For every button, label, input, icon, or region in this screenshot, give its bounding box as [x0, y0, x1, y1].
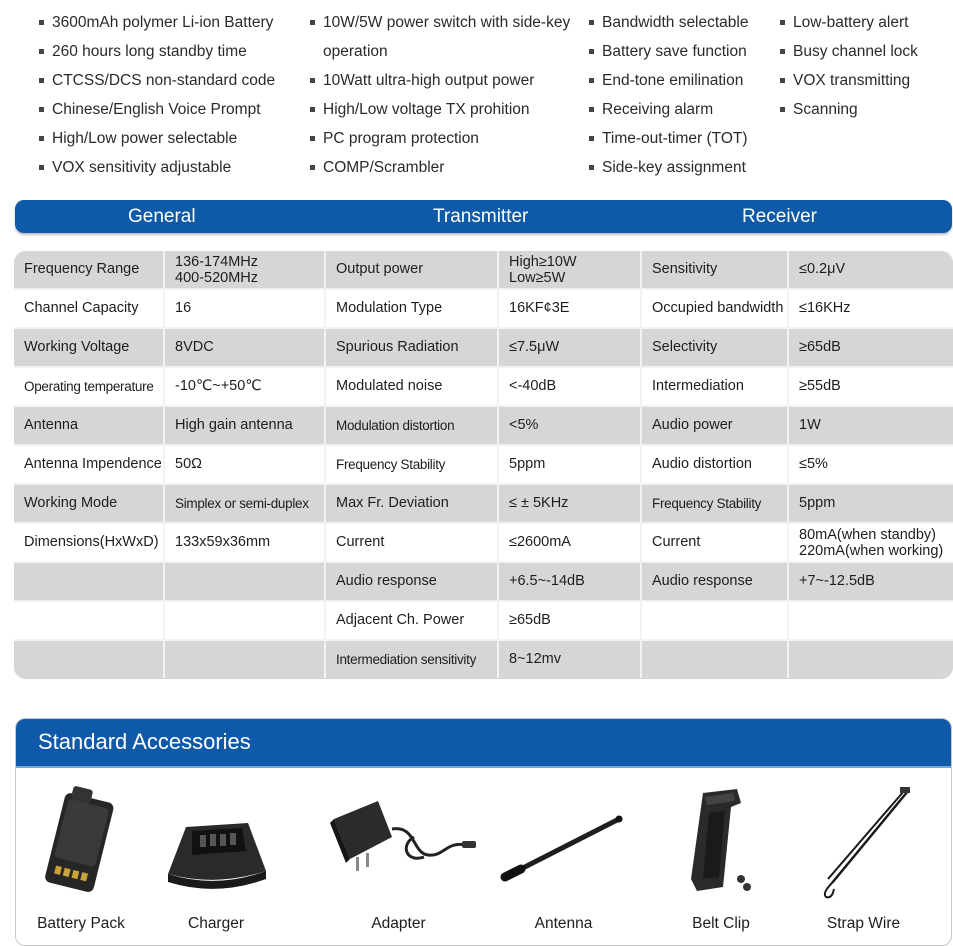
feature-lists	[0, 0, 953, 190]
receiver-param-name: Occupied bandwidth	[641, 289, 788, 328]
spec-cell-line: 136-174MHz	[175, 253, 259, 270]
charger-icon	[156, 779, 276, 909]
feature-item: Bandwidth selectable	[589, 8, 749, 37]
feature-item: 10W/5W power switch with side-key	[310, 8, 570, 37]
transmitter-param-name: Current	[325, 523, 498, 562]
accessory-label: Antenna	[534, 915, 593, 932]
receiver-param-value: ≥65dB	[788, 328, 953, 367]
transmitter-param-name: Modulation distortion	[325, 406, 498, 445]
transmitter-param-name: Spurious Radiation	[325, 328, 498, 367]
receiver-param-value	[788, 601, 953, 640]
accessory-strap-wire	[806, 779, 921, 939]
feature-item: 3600mAh polymer Li-ion Battery	[39, 8, 275, 37]
general-param-value: -10℃~+50℃	[164, 367, 325, 406]
feature-item: Scanning	[780, 95, 918, 124]
feature-item: Chinese/English Voice Prompt	[39, 95, 275, 124]
transmitter-param-value: +6.5~-14dB	[498, 562, 641, 601]
receiver-param-value: +7~-12.5dB	[788, 562, 953, 601]
general-param-name: Working Mode	[14, 484, 164, 523]
feature-item: Busy channel lock	[780, 37, 918, 66]
receiver-param-name	[641, 640, 788, 678]
receiver-param-value	[788, 640, 953, 678]
transmitter-heading: Transmitter	[433, 206, 529, 227]
general-heading: General	[128, 206, 196, 227]
transmitter-param-value: <5%	[498, 406, 641, 445]
receiver-param-value: ≤5%	[788, 445, 953, 484]
receiver-param-name	[641, 601, 788, 640]
spec-row	[14, 523, 953, 562]
general-param-name: Channel Capacity	[14, 289, 164, 328]
transmitter-param-value: ≥65dB	[498, 601, 641, 640]
general-param-value: Simplex or semi-duplex	[164, 484, 325, 523]
receiver-param-value: ≥55dB	[788, 367, 953, 406]
receiver-param-name: Audio power	[641, 406, 788, 445]
feature-item: High/Low power selectable	[39, 124, 275, 153]
battery-pack-icon	[26, 779, 136, 909]
accessory-belt-clip	[661, 779, 781, 939]
transmitter-param-name: Output power	[325, 251, 498, 289]
general-param-name: Operating temperature	[14, 367, 164, 406]
transmitter-param-name: Frequency Stability	[325, 445, 498, 484]
feature-item: Time-out-timer (TOT)	[589, 124, 749, 153]
general-param-value	[164, 640, 325, 678]
strap-wire-icon	[806, 779, 921, 909]
transmitter-param-value: 16KF¢3E	[498, 289, 641, 328]
feature-item: Battery save function	[589, 37, 749, 66]
spec-cell-line: Low≥5W	[509, 269, 566, 286]
general-param-value	[164, 251, 325, 289]
general-param-name: Frequency Range	[14, 251, 164, 289]
feature-item: Receiving alarm	[589, 95, 749, 124]
transmitter-param-value: 8~12mv	[498, 640, 641, 678]
spec-cell-line: 220mA(when working)	[799, 542, 944, 559]
spec-table	[14, 251, 953, 678]
spec-section-header	[15, 200, 952, 233]
general-param-value: High gain antenna	[164, 406, 325, 445]
spec-cell-line: 400-520MHz	[175, 269, 259, 286]
general-param-value: 16	[164, 289, 325, 328]
feature-item: PC program protection	[310, 124, 570, 153]
spec-row	[14, 601, 953, 640]
receiver-param-value: 5ppm	[788, 484, 953, 523]
spec-row	[14, 445, 953, 484]
receiver-param-value	[788, 523, 953, 562]
feature-item: Side-key assignment	[589, 153, 749, 182]
spec-table-container	[14, 251, 953, 679]
general-param-name	[14, 640, 164, 678]
accessory-adapter	[316, 779, 481, 939]
transmitter-param-value	[498, 251, 641, 289]
receiver-param-name: Sensitivity	[641, 251, 788, 289]
transmitter-param-name: Max Fr. Deviation	[325, 484, 498, 523]
spec-row	[14, 328, 953, 367]
transmitter-param-value: ≤7.5μW	[498, 328, 641, 367]
spec-row	[14, 640, 953, 678]
receiver-param-name: Current	[641, 523, 788, 562]
general-param-name	[14, 601, 164, 640]
accessories-panel	[15, 718, 952, 946]
feature-item: 10Watt ultra-high output power	[310, 66, 570, 95]
transmitter-param-value: ≤2600mA	[498, 523, 641, 562]
receiver-param-name: Audio response	[641, 562, 788, 601]
general-param-value: 50Ω	[164, 445, 325, 484]
general-param-value	[164, 562, 325, 601]
receiver-param-name: Intermediation	[641, 367, 788, 406]
accessory-label: Battery Pack	[37, 915, 125, 932]
transmitter-param-name: Audio response	[325, 562, 498, 601]
general-param-name	[14, 562, 164, 601]
spec-row	[14, 367, 953, 406]
accessory-battery-pack	[26, 779, 136, 939]
accessory-label: Charger	[188, 915, 244, 932]
feature-column-4	[780, 8, 918, 124]
transmitter-param-value: <-40dB	[498, 367, 641, 406]
feature-item: CTCSS/DCS non-standard code	[39, 66, 275, 95]
feature-item: COMP/Scrambler	[310, 153, 570, 182]
general-param-value: 133x59x36mm	[164, 523, 325, 562]
spec-row	[14, 484, 953, 523]
accessory-label: Adapter	[371, 915, 426, 932]
spec-row	[14, 406, 953, 445]
antenna-icon	[491, 779, 636, 909]
feature-column-2	[310, 8, 570, 182]
transmitter-param-name: Intermediation sensitivity	[325, 640, 498, 678]
transmitter-param-name: Modulation Type	[325, 289, 498, 328]
accessory-label: Belt Clip	[692, 915, 750, 932]
feature-column-3	[589, 8, 749, 182]
feature-item: End-tone emilination	[589, 66, 749, 95]
spec-row	[14, 251, 953, 289]
belt-clip-icon	[661, 779, 781, 909]
spec-row	[14, 562, 953, 601]
feature-column-1	[39, 8, 275, 182]
receiver-param-name: Selectivity	[641, 328, 788, 367]
receiver-param-value: ≤16KHz	[788, 289, 953, 328]
accessories-title: Standard Accessories	[16, 719, 951, 768]
feature-item: VOX sensitivity adjustable	[39, 153, 275, 182]
general-param-value: 8VDC	[164, 328, 325, 367]
adapter-icon	[316, 779, 481, 909]
receiver-param-value: ≤0.2μV	[788, 251, 953, 289]
accessory-charger	[156, 779, 276, 939]
spec-cell-line: High≥10W	[509, 253, 577, 270]
transmitter-param-name: Adjacent Ch. Power	[325, 601, 498, 640]
accessory-label: Strap Wire	[826, 915, 901, 932]
transmitter-param-value: ≤ ± 5KHz	[498, 484, 641, 523]
spec-row	[14, 289, 953, 328]
transmitter-param-name: Modulated noise	[325, 367, 498, 406]
general-param-name: Antenna Impendence	[14, 445, 164, 484]
feature-item: 260 hours long standby time	[39, 37, 275, 66]
spec-cell-line: 80mA(when standby)	[799, 526, 937, 543]
feature-item: High/Low voltage TX prohition	[310, 95, 570, 124]
general-param-value	[164, 601, 325, 640]
general-param-name: Dimensions(HxWxD)	[14, 523, 164, 562]
feature-item: VOX transmitting	[780, 66, 918, 95]
receiver-param-value: 1W	[788, 406, 953, 445]
transmitter-param-value: 5ppm	[498, 445, 641, 484]
feature-item-continued: operation	[323, 43, 388, 60]
general-param-name: Working Voltage	[14, 328, 164, 367]
receiver-heading: Receiver	[742, 206, 817, 227]
receiver-param-name: Audio distortion	[641, 445, 788, 484]
receiver-param-name: Frequency Stability	[641, 484, 788, 523]
accessory-antenna	[491, 779, 636, 939]
general-param-name: Antenna	[14, 406, 164, 445]
feature-item: Low-battery alert	[780, 8, 918, 37]
